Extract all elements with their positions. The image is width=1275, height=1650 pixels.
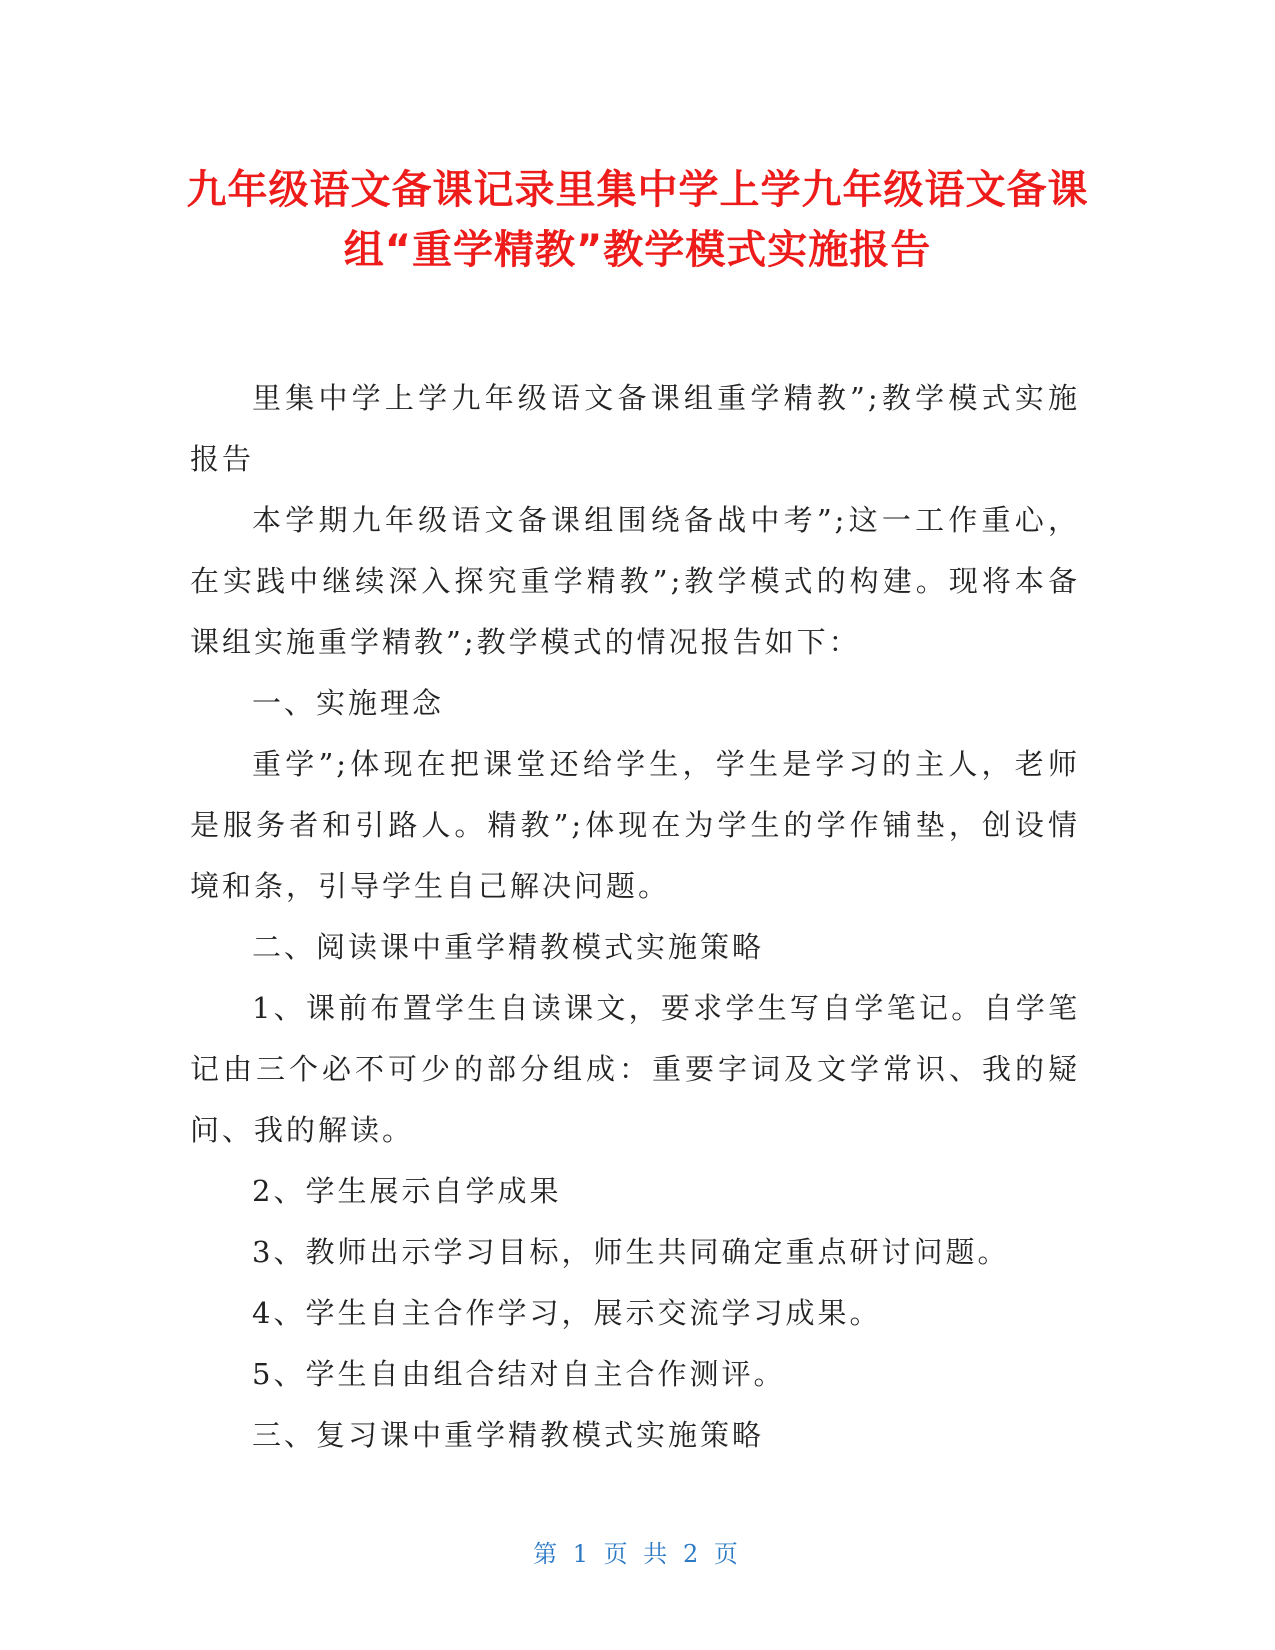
section-heading: 一、实施理念 bbox=[252, 686, 445, 720]
section-heading: 三、复习课中重学精教模式实施策略 bbox=[252, 1418, 765, 1452]
section-heading: 二、阅读课中重学精教模式实施策略 bbox=[252, 930, 765, 964]
list-item: 4、学生自主合作学习，展示交流学习成果。 bbox=[252, 1296, 882, 1330]
footer-mid: 页 共 bbox=[603, 1540, 672, 1568]
list-item: 1、课前布置学生自读课文，要求学生写自学笔记。自学笔记由三个必不可少的部分组成：重要字词及文学常识、我的疑问、我的解读。 bbox=[190, 991, 1080, 1147]
document-body bbox=[190, 368, 1080, 1466]
footer-prefix: 第 bbox=[533, 1540, 562, 1568]
paragraph: 里集中学上学九年级语文备课组重学精教”;教学模式实施报告 bbox=[190, 381, 1080, 476]
list-item: 5、学生自由组合结对自主合作测评。 bbox=[252, 1357, 786, 1391]
list-item: 3、教师出示学习目标，师生共同确定重点研讨问题。 bbox=[252, 1235, 1010, 1269]
paragraph: 本学期九年级语文备课组围绕备战中考”;这一工作重心，在实践中继续深入探究重学精教”;教学模式的构建。现将本备课组实施重学精教”;教学模式的情况报告如下： bbox=[190, 503, 1080, 659]
current-page-number: 1 bbox=[572, 1540, 593, 1568]
total-page-count: 2 bbox=[682, 1540, 703, 1568]
document-title: 九年级语文备课记录里集中学上学九年级语文备课组“重学精教”教学模式实施报告 bbox=[186, 167, 1089, 273]
list-item: 2、学生展示自学成果 bbox=[252, 1174, 562, 1208]
footer-suffix: 页 bbox=[713, 1540, 742, 1568]
page-footer bbox=[0, 1534, 1275, 1569]
paragraph: 重学”;体现在把课堂还给学生，学生是学习的主人，老师是服务者和引路人。精教”;体现在为学生的学作铺垫，创设情境和条，引导学生自己解决问题。 bbox=[190, 747, 1080, 903]
